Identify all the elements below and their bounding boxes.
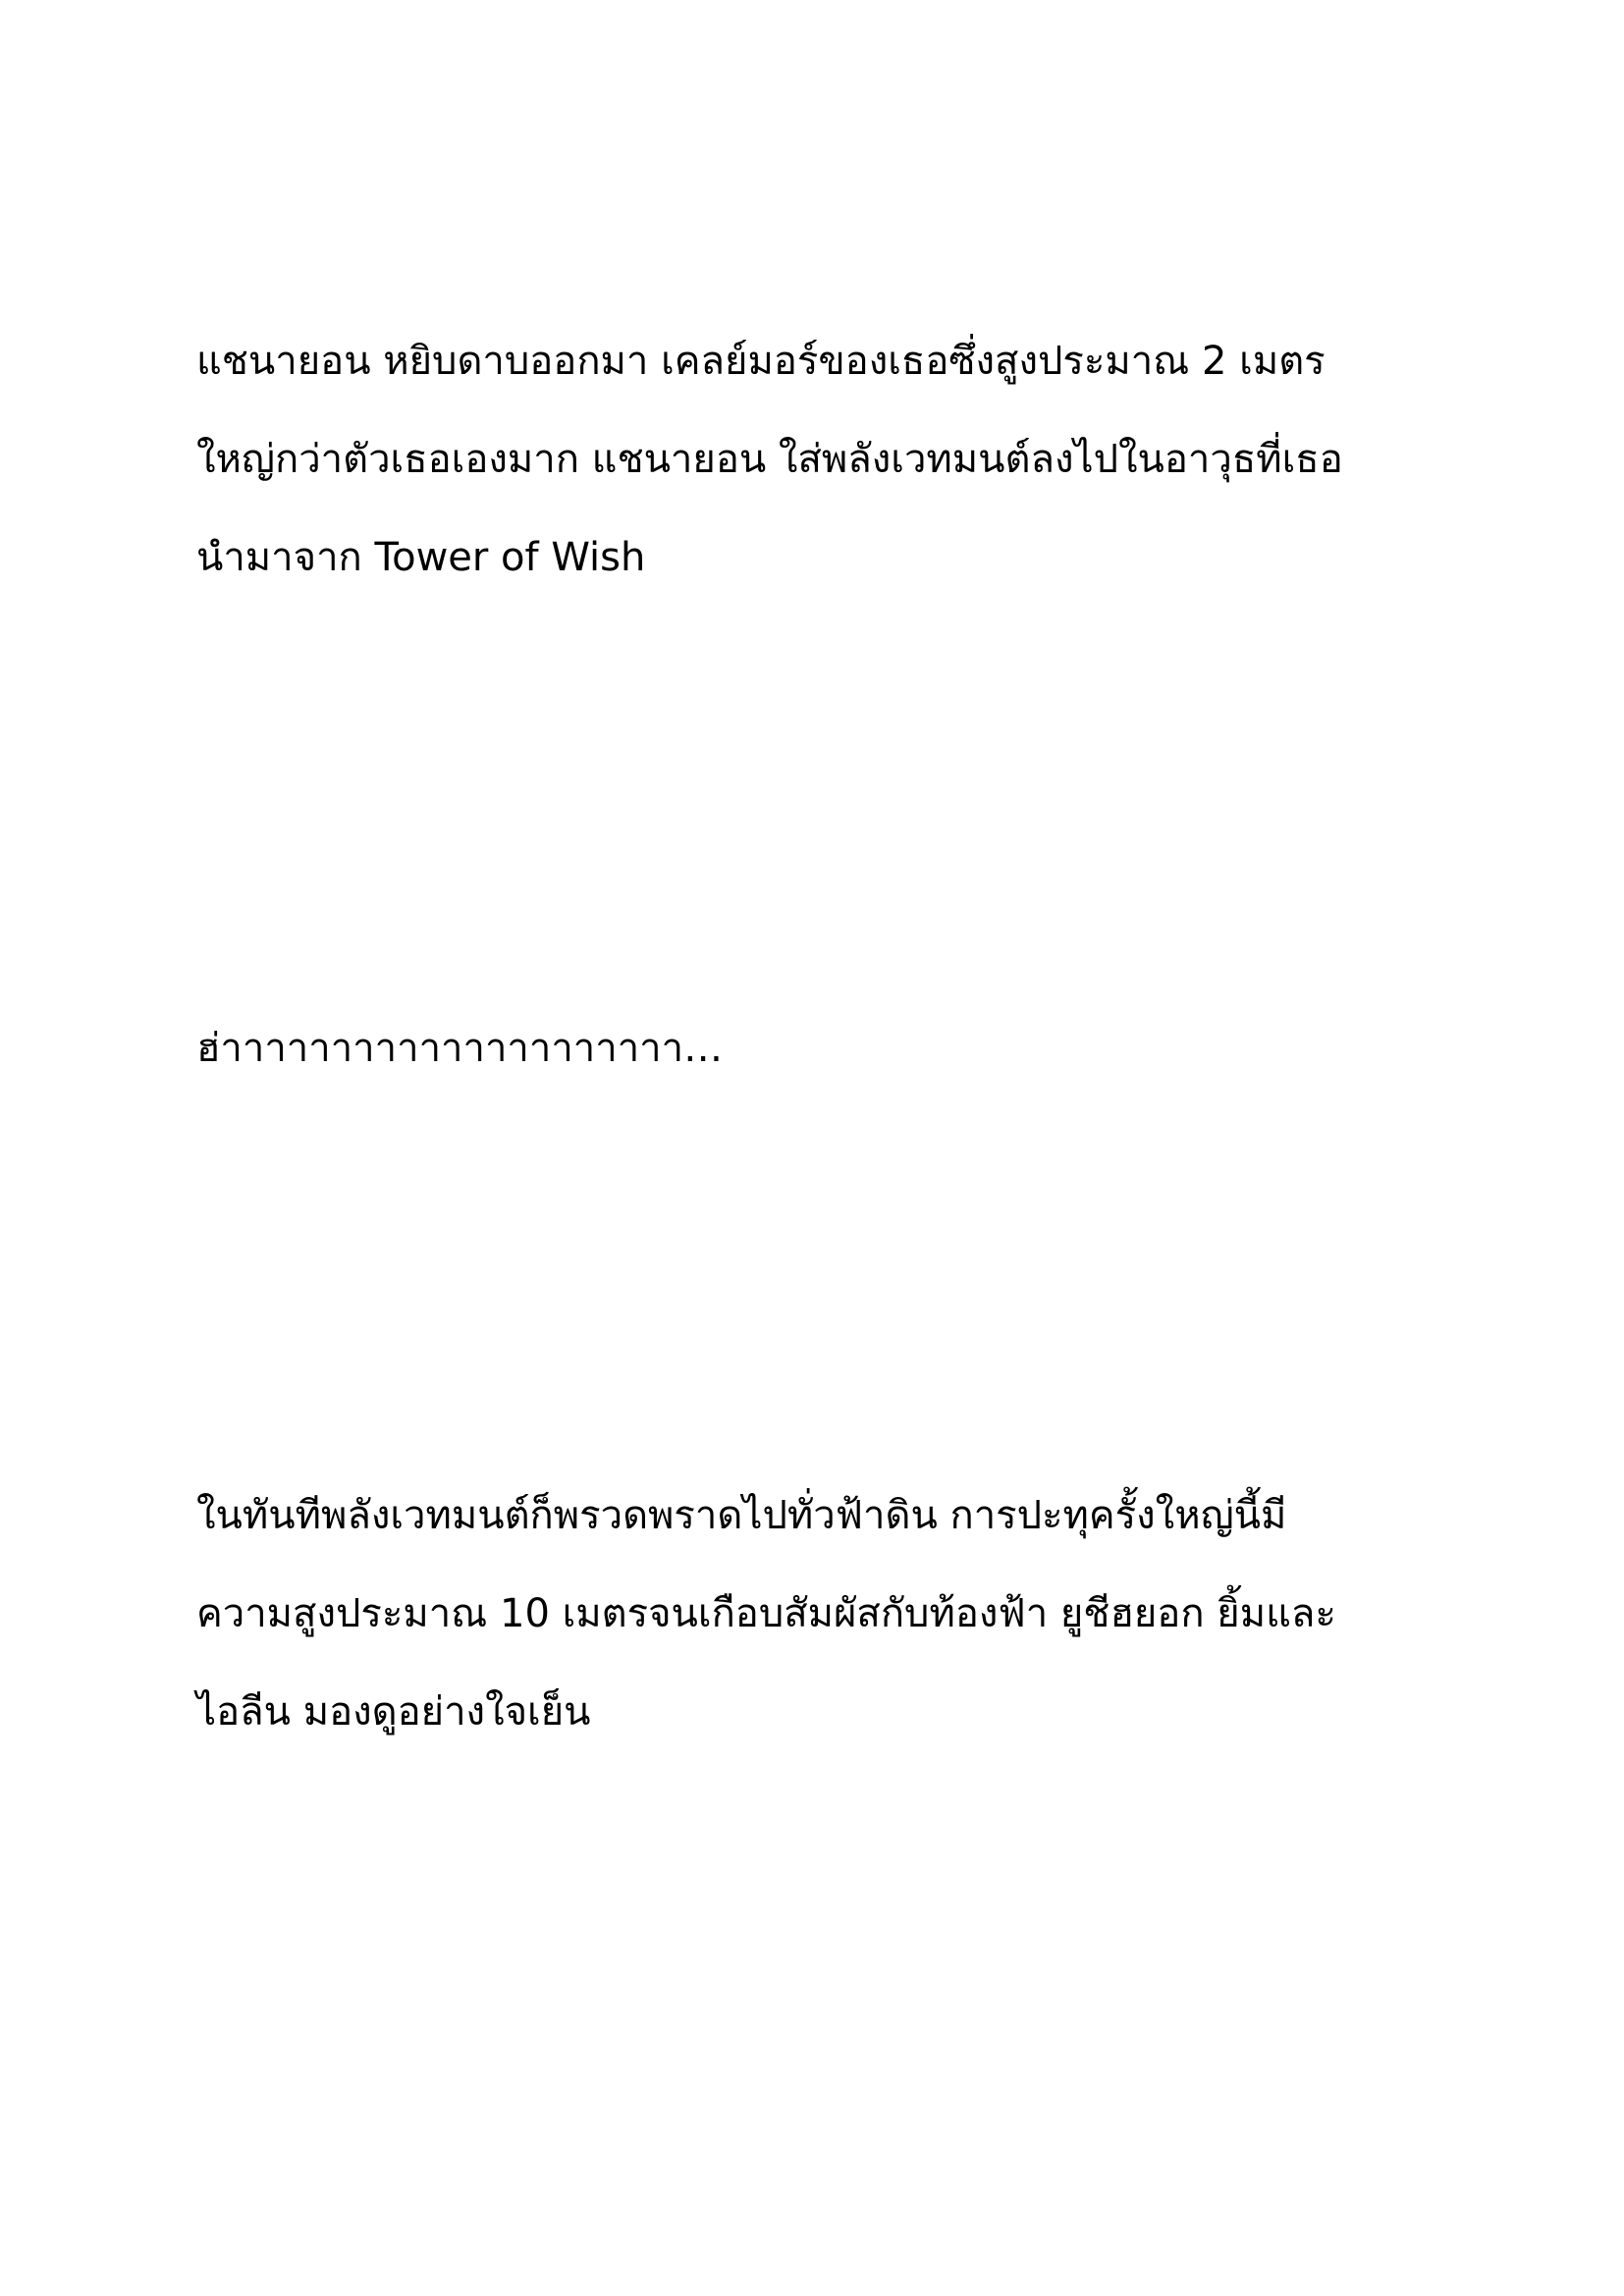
paragraph-2 — [196, 999, 1473, 1097]
paragraph-line: ไอลีน มองดูอย่างใจเย็น — [196, 1689, 591, 1735]
paragraph-line: ฮ่าาาาาาาาาาาาาาาาาาาาา… — [196, 1026, 724, 1071]
paragraph-3 — [196, 1467, 1473, 1761]
paragraph-line: ความสูงประมาณ 10 เมตรจนเกือบสัมผัสกับท้องฟ้า ยูชีฮยอก ยิ้มและ — [196, 1591, 1336, 1636]
paragraph-line: ในทันทีพลังเวทมนต์ก็พรวดพราดไปทั่วฟ้าดิน การปะทุครั้งใหญ่นี้มี — [196, 1493, 1287, 1538]
paragraph-1 — [196, 312, 1473, 607]
paragraph-line: นำมาจาก Tower of Wish — [196, 535, 646, 580]
paragraph-line: แชนายอน หยิบดาบออกมา เคลย์มอร์ของเธอซึ่งสูงประมาณ 2 เมตร — [196, 339, 1326, 384]
paragraph-line: ใหญ่กว่าตัวเธอเองมาก แชนายอน ใส่พลังเวทมนต์ลงไปในอาวุธที่เธอ — [196, 437, 1343, 482]
